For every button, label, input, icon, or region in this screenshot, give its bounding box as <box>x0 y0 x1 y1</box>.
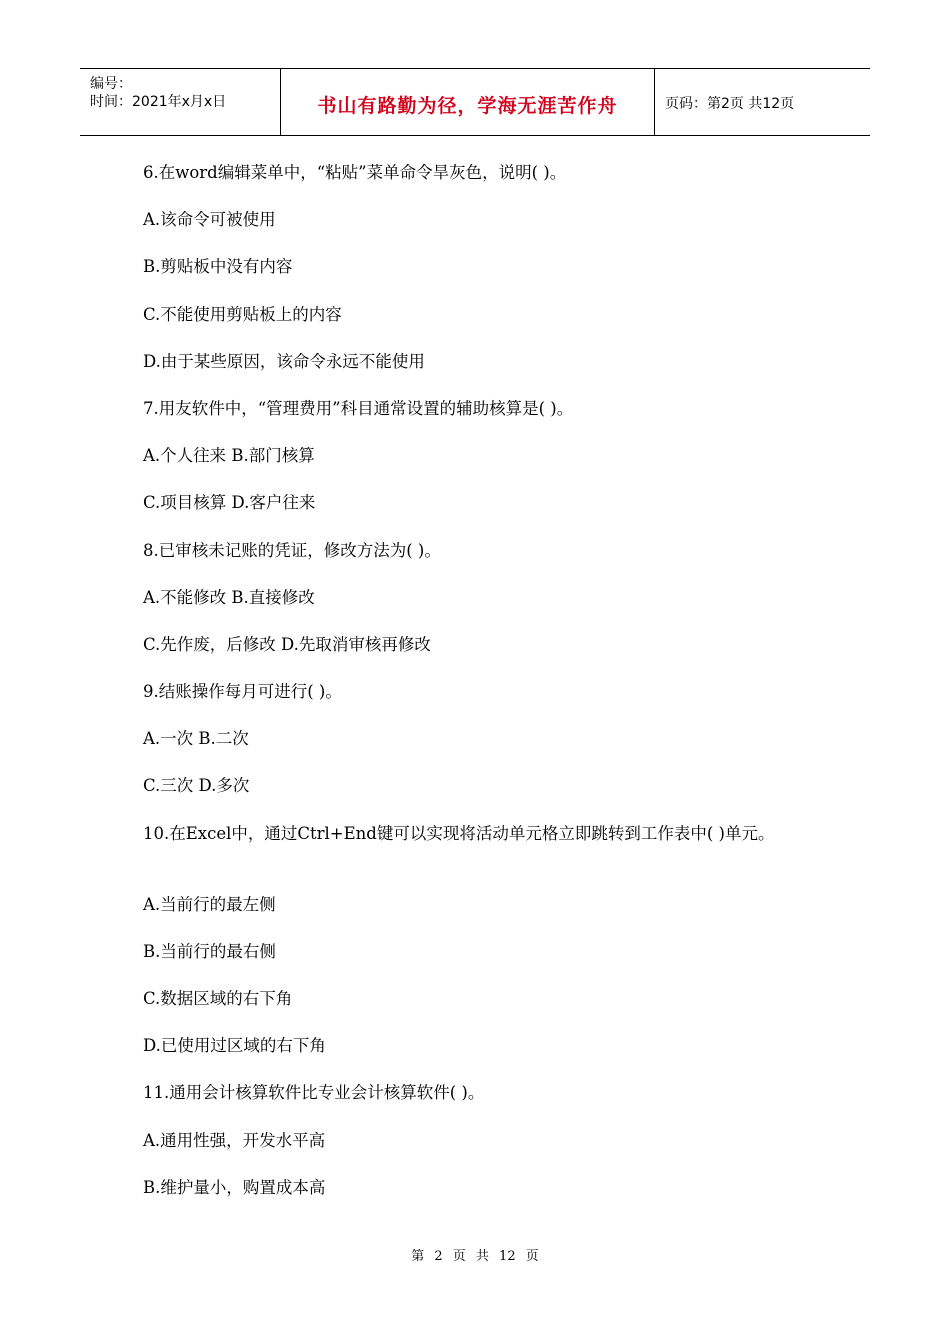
option-line: B.维护量小，购置成本高 <box>143 1177 326 1197</box>
question-11: 11.通用会计核算软件比专业会计核算软件( )。 <box>143 1083 485 1103</box>
option-line: C.三次 D.多次 <box>143 776 250 796</box>
header-left-cell <box>80 69 281 135</box>
option-line: C.数据区域的右下角 <box>143 989 293 1008</box>
question-6: 6.在word编辑菜单中，“粘贴”菜单命令旱灰色，说明( )。 <box>143 163 567 182</box>
header-middle-cell <box>281 69 655 135</box>
page-footer: 第 2 页 共 12 页 <box>411 1249 539 1264</box>
header-motto: 书山有路勤为径，学海无涯苦作舟 <box>317 95 618 117</box>
option-line: A.一次 B.二次 <box>143 729 249 749</box>
question-9: 9.结账操作每月可进行( )。 <box>143 682 342 702</box>
option-line: A.不能修改 B.直接修改 <box>143 587 315 607</box>
option-line: C.不能使用剪贴板上的内容 <box>143 304 342 324</box>
page-header <box>80 68 870 136</box>
question-8: 8.已审核未记账的凭证，修改方法为( )。 <box>143 540 441 560</box>
option-line: C.先作废，后修改 D.先取消审核再修改 <box>143 634 431 654</box>
question-7: 7.用友软件中，“管理费用”科目通常设置的辅助核算是( )。 <box>143 398 574 418</box>
option-line: D.由于某些原因，该命令永远不能使用 <box>143 351 425 371</box>
header-right-cell <box>655 69 870 135</box>
option-line: A.通用性强，开发水平高 <box>143 1130 326 1150</box>
option-line: B.当前行的最右侧 <box>143 941 276 961</box>
header-page-number: 页码：第2页 共12页 <box>665 96 795 112</box>
date-label: 时间：2021年x月x日 <box>90 94 227 110</box>
option-line: C.项目核算 D.客户往来 <box>143 493 316 513</box>
option-line: D.已使用过区域的右下角 <box>143 1036 326 1056</box>
serial-number-label: 编号： <box>90 76 132 92</box>
document-body <box>143 158 823 1220</box>
option-line: A.该命令可被使用 <box>143 210 276 230</box>
question-10: 10.在Excel中，通过Ctrl+End键可以实现将活动单元格立即跳转到工作表中( )单元。 <box>143 823 775 843</box>
option-line: A.个人往来 B.部门核算 <box>143 446 315 466</box>
option-line: B.剪贴板中没有内容 <box>143 257 293 277</box>
option-line: A.当前行的最左侧 <box>143 894 276 914</box>
